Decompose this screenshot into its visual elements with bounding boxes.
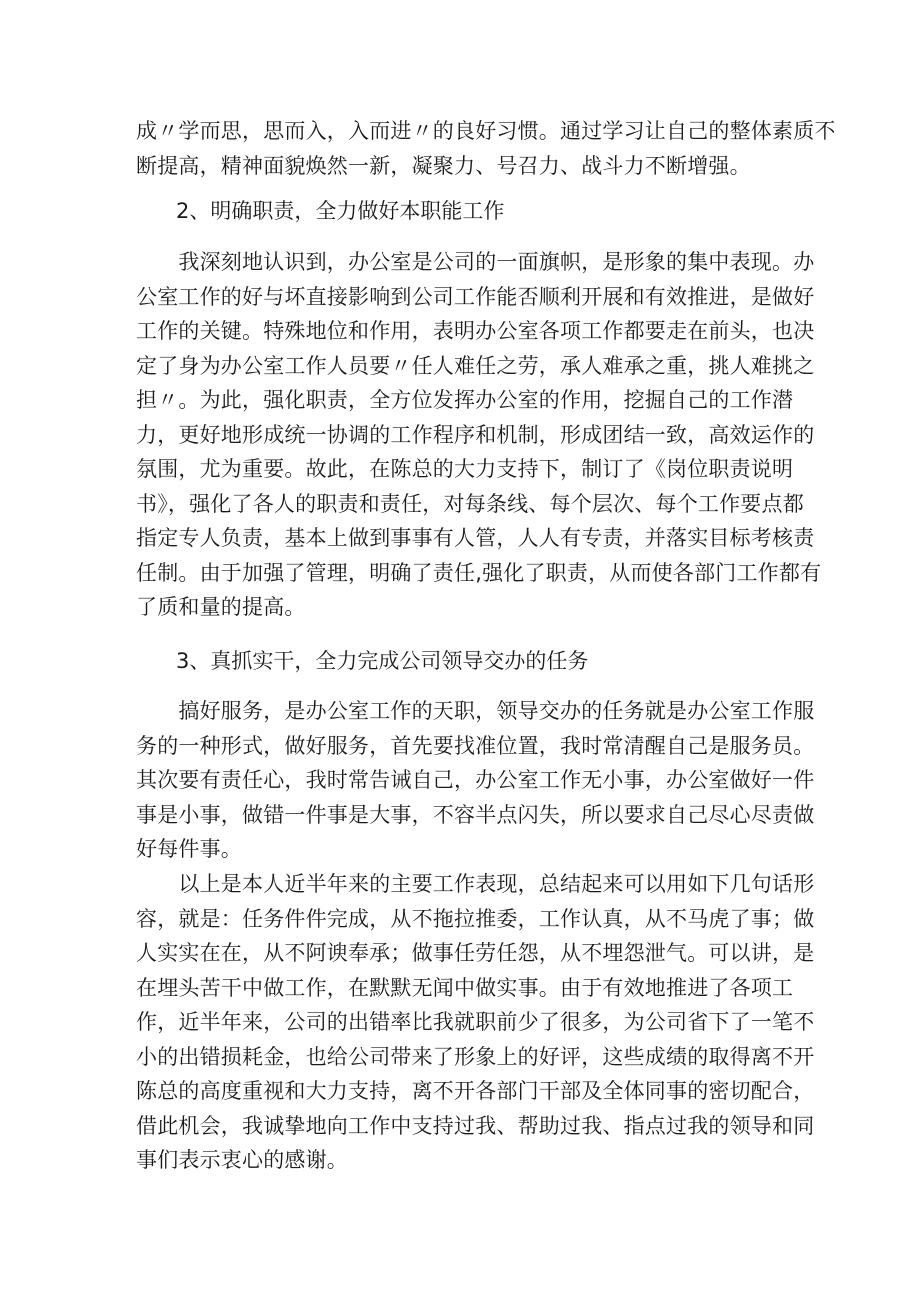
- paragraph-line: 搞好服务，是办公室工作的天职，领导交办的任务就是办公室工作服: [136, 699, 815, 723]
- paragraph-line: 在埋头苦干中做工作，在默默无闻中做实事。由于有效地推进了各项工: [136, 975, 794, 1000]
- paragraph-line: 断提高，精神面貌焕然一新，凝聚力、号召力、战斗力不断增强。: [136, 153, 751, 178]
- section-3-paragraph: [136, 694, 815, 867]
- paragraph-line: 好每件事。: [136, 837, 242, 861]
- paragraph-line: 借此机会，我诚挚地向工作中支持过我、帮助过我、指点过我的领导和同: [136, 1113, 815, 1138]
- paragraph-line: 作，近半年来，公司的出错率比我就职前少了很多，为公司省下了一笔不: [136, 1010, 815, 1034]
- paragraph-line: 定了身为办公室工作人员要〃任人难任之劳，承人难承之重，挑人难挑之: [136, 353, 815, 378]
- paragraph-line: 了质和量的提高。: [136, 595, 306, 619]
- paragraph-line: 小的出错损耗金，也给公司带来了形象上的好评，这些成绩的取得离不开: [136, 1044, 815, 1069]
- paragraph-line: 陈总的高度重视和大力支持，离不开各部门干部及全体同事的密切配合，: [136, 1079, 815, 1103]
- intro-paragraph: [136, 114, 836, 183]
- paragraph-line: 工作的关键。特殊地位和作用，表明办公室各项工作都要走在前头，也决: [136, 319, 815, 343]
- paragraph-line: 担〃。为此，强化职责，全方位发挥办公室的作用，挖掘自己的工作潜: [136, 388, 794, 412]
- paragraph-line: 务的一种形式，做好服务，首先要找准位置，我时常清醒自己是服务员。: [136, 733, 815, 758]
- paragraph-line: 氛围，尤为重要。故此，在陈总的大力支持下，制订了《岗位职责说明: [136, 457, 794, 481]
- summary-paragraph: [136, 867, 815, 1178]
- paragraph-line: 书》，强化了各人的职责和责任，对每条线、每个层次、每个工作要点都: [136, 491, 804, 516]
- paragraph-line: 容，就是：任务件件完成，从不拖拉推委，工作认真，从不马虎了事；做: [136, 906, 815, 931]
- paragraph-line: 以上是本人近半年来的主要工作表现，总结起来可以用如下几句话形: [136, 872, 815, 896]
- paragraph-line: 我深刻地认识到，办公室是公司的一面旗帜，是形象的集中表现。办: [136, 250, 815, 274]
- paragraph-line: 其次要有责任心，我时常告诫自己，办公室工作无小事，办公室做好一件: [136, 768, 815, 792]
- paragraph-line: 任制。由于加强了管理，明确了责任,强化了职责，从而使各部门工作都有: [136, 560, 822, 585]
- paragraph-line: 事是小事，做错一件事是大事，不容半点闪失，所以要求自己尽心尽责做: [136, 802, 815, 827]
- paragraph-line: 成〃学而思，思而入，入而进〃的良好习惯。通过学习让自己的整体素质不: [136, 119, 836, 143]
- paragraph-line: 力，更好地形成统一协调的工作程序和机制，形成团结一致，高效运作的: [136, 422, 815, 447]
- section-2-paragraph: [136, 245, 822, 625]
- paragraph-line: 指定专人负责，基本上做到事事有人管，人人有专责，并落实目标考核责: [136, 526, 815, 550]
- paragraph-line: 事们表示衷心的感谢。: [136, 1148, 348, 1172]
- paragraph-line: 人实实在在，从不阿谀奉承；做事任劳任怨，从不埋怨泄气。可以讲，是: [136, 941, 815, 965]
- section-3-heading: 3、真抓实干，全力完成公司领导交办的任务: [176, 649, 589, 673]
- paragraph-line: 公室工作的好与坏直接影响到公司工作能否顺利开展和有效推进，是做好: [136, 284, 815, 309]
- section-2-heading: 2、明确职责，全力做好本职能工作: [176, 199, 505, 223]
